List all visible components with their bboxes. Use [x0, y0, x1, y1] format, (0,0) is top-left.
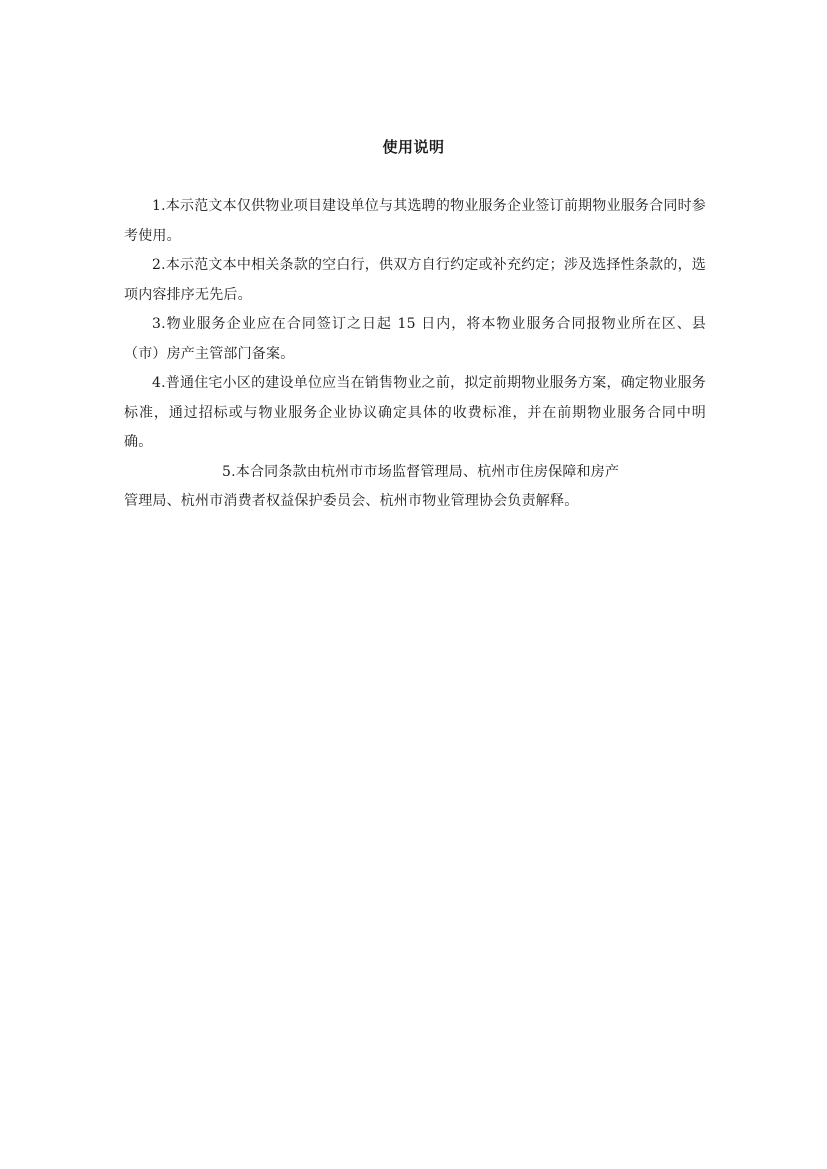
paragraph-4: 4.普通住宅小区的建设单位应当在销售物业之前，拟定前期物业服务方案，确定物业服务标准，通过招标或与物业服务企业协议确定具体的收费标准，并在前期物业服务合同中明确。 [124, 375, 706, 450]
paragraph-1: 1.本示范文本仅供物业项目建设单位与其选聘的物业服务企业签订前期物业服务合同时参考使用。 [124, 198, 706, 244]
paragraph-5-line-1: 5.本合同条款由杭州市市场监督管理局、杭州市住房保障和房产 [222, 463, 620, 480]
page-title: 使用说明 [382, 138, 445, 156]
instructions-body [124, 192, 706, 517]
paragraph-3: 3.物业服务企业应在合同签订之日起 15 日内，将本物业服务合同报物业所在区、县（市）房产主管部门备案。 [124, 316, 706, 362]
paragraph-2: 2.本示范文本中相关条款的空白行，供双方自行约定或补充约定；涉及选择性条款的，选项内容排序无先后。 [124, 257, 706, 303]
paragraph-5-line-2: 管理局、杭州市消费者权益保护委员会、杭州市物业管理协会负责解释。 [124, 493, 579, 509]
